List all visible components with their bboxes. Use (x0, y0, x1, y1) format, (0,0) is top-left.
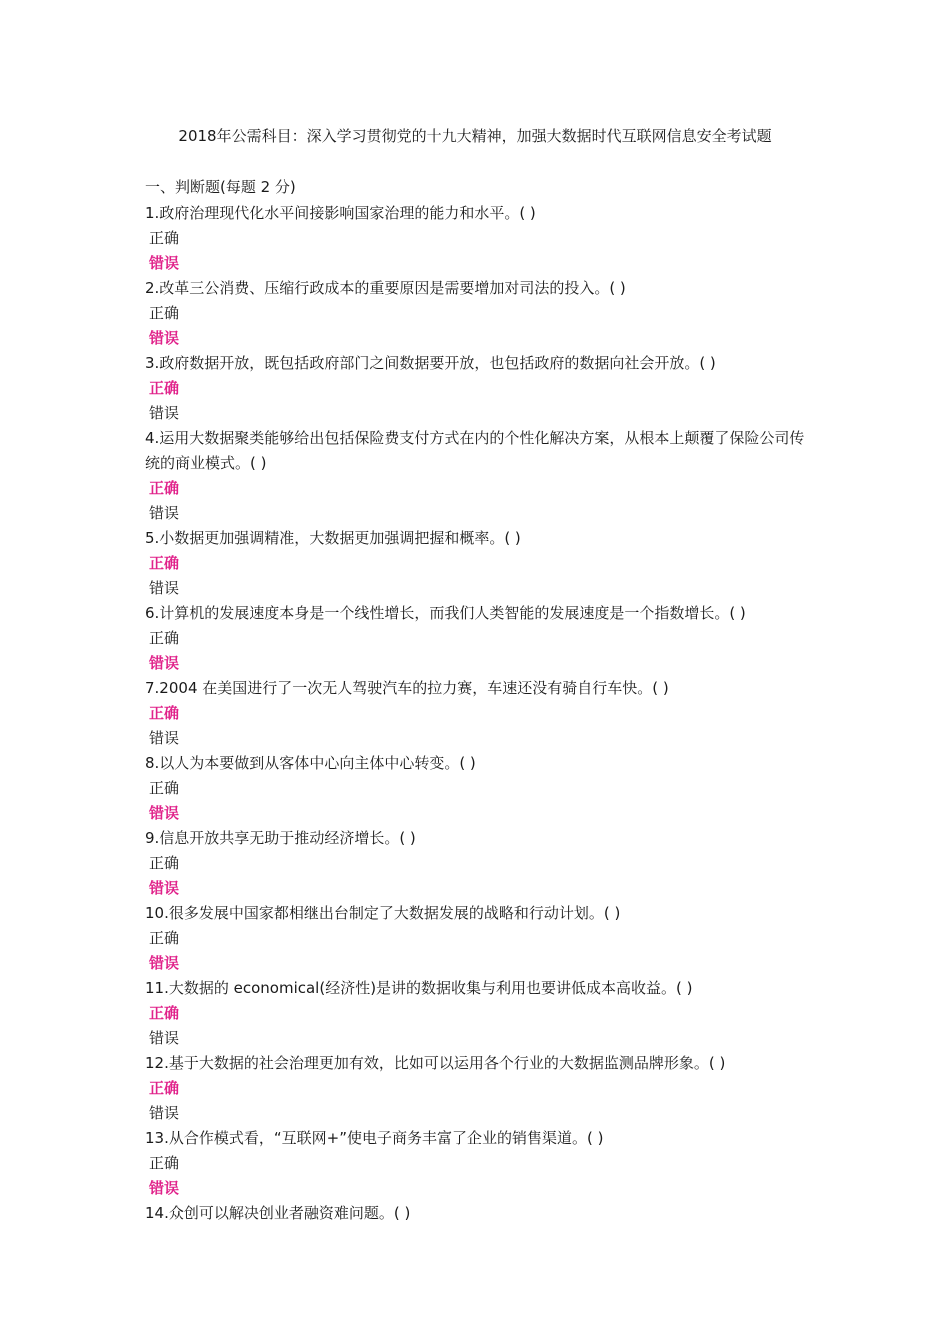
option-true[interactable]: 正确 (149, 1154, 180, 1172)
option-false-selected[interactable]: 错误 (149, 1179, 180, 1197)
option-true[interactable]: 正确 (149, 779, 180, 797)
option-true-selected[interactable]: 正确 (149, 479, 180, 497)
document-title: 2018年公需科目：深入学习贯彻党的十九大精神，加强大数据时代互联网信息安全考试题 (178, 127, 772, 145)
option-true-selected[interactable]: 正确 (149, 1004, 180, 1022)
questions-container (145, 201, 815, 1226)
option-false[interactable]: 错误 (149, 729, 180, 747)
question-text: 4.运用大数据聚类能够给出包括保险费支付方式在内的个性化解决方案，从根本上颠覆了保险公司传统的商业模式。( ) (145, 429, 805, 472)
option-true[interactable]: 正确 (149, 854, 180, 872)
question-text: 6.计算机的发展速度本身是一个线性增长，而我们人类智能的发展速度是一个指数增长。( ) (145, 604, 746, 622)
option-false-selected[interactable]: 错误 (149, 804, 180, 822)
question-text: 11.大数据的 economical(经济性)是讲的数据收集与利用也要讲低成本高收益。( ) (145, 979, 693, 997)
question-text: 8.以人为本要做到从客体中心向主体中心转变。( ) (145, 754, 476, 772)
question-text: 7.2004 在美国进行了一次无人驾驶汽车的拉力赛，车速还没有骑自行车快。( ) (145, 679, 669, 697)
option-false[interactable]: 错误 (149, 579, 180, 597)
option-false-selected[interactable]: 错误 (149, 254, 180, 272)
option-false[interactable]: 错误 (149, 504, 180, 522)
question-list (145, 176, 815, 1226)
question-text: 3.政府数据开放，既包括政府部门之间数据要开放，也包括政府的数据向社会开放。( ) (145, 354, 716, 372)
question-text: 14.众创可以解决创业者融资难问题。( ) (145, 1204, 411, 1222)
question-text: 5.小数据更加强调精准，大数据更加强调把握和概率。( ) (145, 529, 521, 547)
option-true[interactable]: 正确 (149, 929, 180, 947)
option-true-selected[interactable]: 正确 (149, 1079, 180, 1097)
option-true[interactable]: 正确 (149, 229, 180, 247)
option-false[interactable]: 错误 (149, 1104, 180, 1122)
option-true[interactable]: 正确 (149, 304, 180, 322)
option-false[interactable]: 错误 (149, 404, 180, 422)
option-false-selected[interactable]: 错误 (149, 329, 180, 347)
option-true-selected[interactable]: 正确 (149, 704, 180, 722)
option-false-selected[interactable]: 错误 (149, 879, 180, 897)
option-false-selected[interactable]: 错误 (149, 654, 180, 672)
question-text: 12.基于大数据的社会治理更加有效，比如可以运用各个行业的大数据监测品牌形象。( ) (145, 1054, 726, 1072)
question-text: 1.政府治理现代化水平间接影响国家治理的能力和水平。( ) (145, 204, 536, 222)
section-heading: 一、判断题(每题 2 分) (145, 178, 296, 196)
option-false-selected[interactable]: 错误 (149, 954, 180, 972)
question-text: 13.从合作模式看，“互联网+”使电子商务丰富了企业的销售渠道。( ) (145, 1129, 604, 1147)
question-text: 10.很多发展中国家都相继出台制定了大数据发展的战略和行动计划。( ) (145, 904, 621, 922)
option-false[interactable]: 错误 (149, 1029, 180, 1047)
question-text: 9.信息开放共享无助于推动经济增长。( ) (145, 829, 416, 847)
option-true-selected[interactable]: 正确 (149, 379, 180, 397)
option-true-selected[interactable]: 正确 (149, 554, 180, 572)
question-text: 2.改革三公消费、压缩行政成本的重要原因是需要增加对司法的投入。( ) (145, 279, 626, 297)
option-true[interactable]: 正确 (149, 629, 180, 647)
